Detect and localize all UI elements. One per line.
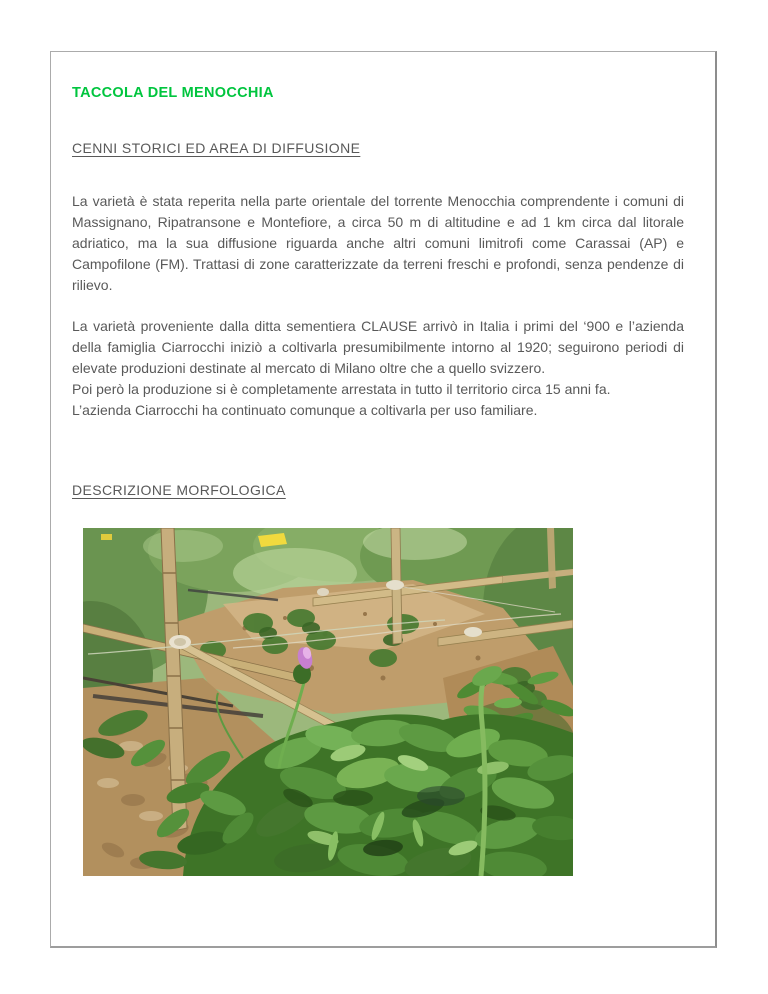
paragraph-storia-uso-familiare: L’azienda Ciarrocchi ha continuato comunque a coltivarla per uso familiare. — [72, 402, 538, 418]
document-page — [50, 51, 717, 948]
paragraph-storia-origine: La varietà proveniente dalla ditta sementiera CLAUSE arrivò in Italia i primi del ‘900 e l’azienda della famiglia Ciarrocchi iniziò a coltivarla presumibilmente intorno al 1920; seguirono periodi di elevate produzioni destinate al mercato di Milano oltre che a quello svizzero. — [72, 318, 684, 376]
section-heading-cenni-storici: CENNI STORICI ED AREA DI DIFFUSIONE — [72, 140, 361, 156]
section-heading-descrizione-morfologica: DESCRIZIONE MORFOLOGICA — [72, 482, 286, 498]
paragraph-area-diffusione: La varietà è stata reperita nella parte orientale del torrente Menocchia comprendente i comuni di Massignano, Ripatransone e Montefiore, a circa 50 m di altitudine e ad 1 km circa dal litorale adriatico, ma la sua diffusione riguarda anche altri comuni limitrofi come Carassai (AP) e Campofilone (FM). Trattasi di zone caratterizzate da terreni freschi e profondi, senza pendenze di rilievo. — [72, 193, 684, 293]
field-photo — [83, 528, 573, 876]
paragraph-storia-arresto: Poi però la produzione si è completamente arrestata in tutto il territorio circa 15 anni fa. — [72, 381, 611, 397]
document-title: TACCOLA DEL MENOCCHIA — [72, 85, 274, 101]
field-photo-illustration — [83, 528, 573, 876]
